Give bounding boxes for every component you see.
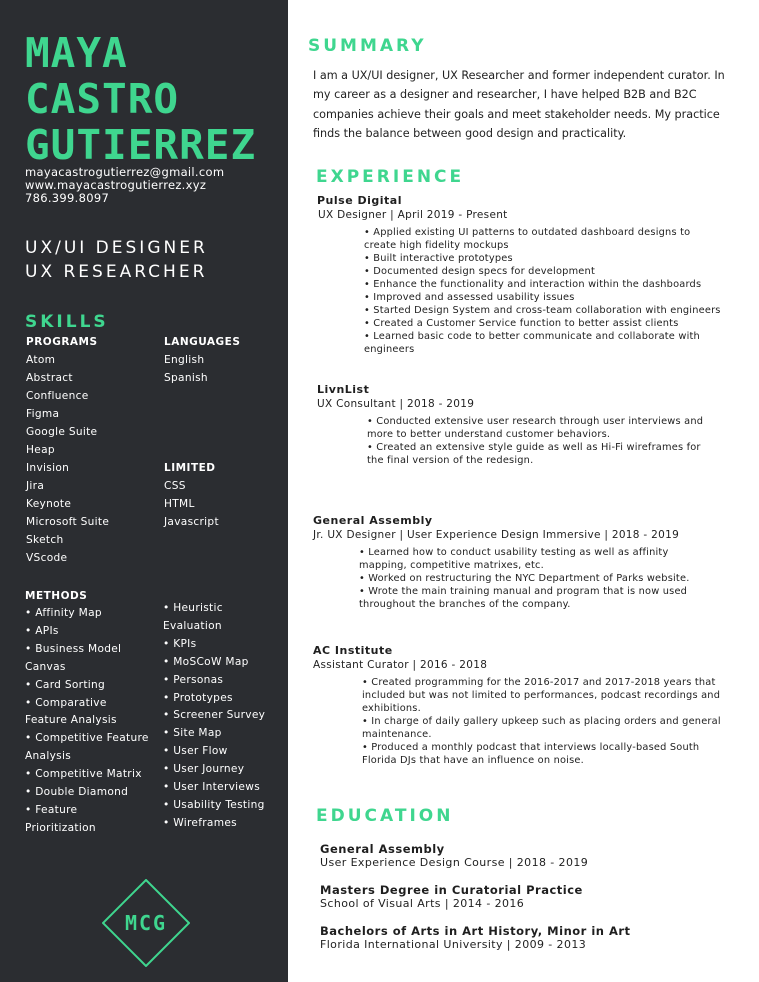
list-item: • Personas <box>163 673 224 686</box>
list-item: • APIs <box>25 624 59 637</box>
list-item: • Business Model Canvas <box>25 642 122 673</box>
education-detail: School of Visual Arts | 2014 - 2016 <box>320 897 525 910</box>
list-item: • KPIs <box>163 637 197 650</box>
name-line: MAYA <box>25 29 128 77</box>
job-role: Assistant Curator | 2016 - 2018 <box>313 659 488 671</box>
name-line: GUTIERREZ <box>25 121 257 169</box>
job-role: UX Consultant | 2018 - 2019 <box>317 398 475 410</box>
name-line: CASTRO <box>25 75 180 123</box>
methods-list-1 <box>25 605 150 838</box>
list-item: Atom <box>26 354 56 366</box>
list-item: English <box>164 354 205 366</box>
list-item: • MoSCoW Map <box>163 655 249 668</box>
job-entry <box>313 514 743 611</box>
bullet-item: • Started Design System and cross-team collaboration with engineers <box>364 305 721 316</box>
list-item: Jira <box>26 480 45 492</box>
summary-heading: SUMMARY <box>308 36 427 56</box>
bullet-item: • Built interactive prototypes <box>364 253 513 264</box>
list-item: Spanish <box>164 372 208 384</box>
list-item: Keynote <box>26 498 72 510</box>
list-item: CSS <box>164 480 186 492</box>
list-item: • Feature Prioritization <box>25 803 96 834</box>
list-item: Confluence <box>26 390 89 402</box>
education-heading: EDUCATION <box>316 806 454 826</box>
list-item: Javascript <box>164 516 219 528</box>
list-item: Figma <box>26 408 60 420</box>
list-item: • Usability Testing <box>163 798 265 811</box>
list-item: • Competitive Matrix <box>25 768 142 781</box>
list-item: • Card Sorting <box>25 678 106 691</box>
job-role: Jr. UX Designer | User Experience Design Immersive | 2018 - 2019 <box>313 529 680 541</box>
job-entry <box>317 194 727 356</box>
education-detail: Florida International University | 2009 - 2013 <box>320 938 587 951</box>
bullet-item: • Enhance the functionality and interaction within the dashboards <box>364 279 702 290</box>
education-detail: User Experience Design Course | 2018 - 2019 <box>320 856 589 869</box>
job-title: UX RESEARCHER <box>25 262 208 282</box>
list-item: • Prototypes <box>163 691 233 704</box>
list-item: Abstract <box>26 372 73 384</box>
candidate-name <box>25 30 256 168</box>
job-titles <box>25 236 208 284</box>
list-item: Sketch <box>26 534 64 546</box>
bullet-item: • Applied existing UI patterns to outdated dashboard designs to create high fidelity mockups <box>364 227 691 251</box>
summary-text: I am a UX/UI designer, UX Researcher and former independent curator. In my career as a designer and researcher, I have helped B2B and B2C companies achieve their goals and meet stakeholder needs. My practice finds the balance between good design and practicality. <box>313 69 725 141</box>
list-item: • Double Diamond <box>25 786 129 799</box>
list-item: • Screener Survey <box>163 709 266 722</box>
contact-info <box>25 166 224 205</box>
job-bullets <box>367 415 712 467</box>
bullet-item: • Learned how to conduct usability testing as well as affinity mapping, competitive matrixes, etc. <box>359 547 669 571</box>
bullet-item: • Created programming for the 2016-2017 and 2017-2018 years that included but was not limited to performances, podcast recordings and exhibitions. <box>362 677 721 714</box>
education-title: Bachelors of Arts in Art History, Minor in Art <box>320 924 631 938</box>
list-item: • Comparative Feature Analysis <box>25 696 117 727</box>
bullet-item: • Conducted extensive user research through user interviews and more to better understand customer behaviors. <box>367 416 704 440</box>
monogram-logo <box>102 879 190 967</box>
skills-heading: SKILLS <box>25 312 109 332</box>
bullet-item: • In charge of daily gallery upkeep such as placing orders and general maintenance. <box>362 716 721 740</box>
bullet-item: • Documented design specs for development <box>364 266 595 277</box>
education-title: General Assembly <box>320 842 445 856</box>
bullet-item: • Produced a monthly podcast that interviews locally-based South Florida DJs that have an influence on noise. <box>362 742 700 766</box>
company-name: AC Institute <box>313 644 393 657</box>
list-item: • Competitive Feature Analysis <box>25 732 149 763</box>
job-bullets <box>364 226 724 356</box>
job-title: UX/UI DESIGNER <box>25 238 208 258</box>
languages-list <box>164 351 208 387</box>
bullet-item: • Created an extensive style guide as well as Hi-Fi wireframes for the final version of the redesign. <box>367 442 701 466</box>
list-item: VScode <box>26 552 68 564</box>
education-entry <box>320 883 583 910</box>
website-link[interactable]: www.mayacastrogutierrez.xyz <box>25 178 207 192</box>
list-item: • Affinity Map <box>25 607 102 619</box>
logo-text: MCG <box>124 911 168 935</box>
bullet-item: • Improved and assessed usability issues <box>364 292 575 303</box>
programs-heading: PROGRAMS <box>26 336 98 348</box>
phone-number: 786.399.8097 <box>25 191 110 205</box>
sidebar <box>0 0 288 982</box>
job-bullets <box>362 676 722 767</box>
list-item: Invision <box>26 462 70 474</box>
methods-list-2 <box>163 600 281 833</box>
languages-heading: LANGUAGES <box>164 336 241 348</box>
list-item: HTML <box>164 498 195 510</box>
job-entry <box>317 383 737 467</box>
main-content <box>288 0 759 982</box>
list-item: • Heuristic Evaluation <box>163 602 223 632</box>
bullet-item: • Wrote the main training manual and program that is now used throughout the branches of the company. <box>359 586 688 610</box>
email-link[interactable]: mayacastrogutierrez@gmail.com <box>25 165 225 179</box>
limited-heading: LIMITED <box>164 462 216 474</box>
job-entry <box>313 644 743 767</box>
list-item: Heap <box>26 444 55 456</box>
education-title: Masters Degree in Curatorial Practice <box>320 883 583 897</box>
company-name: Pulse Digital <box>317 194 402 207</box>
company-name: General Assembly <box>313 514 433 527</box>
list-item: • Wireframes <box>163 816 237 829</box>
list-item: • Site Map <box>163 727 222 740</box>
company-name: LivnList <box>317 383 370 396</box>
bullet-item: • Worked on restructuring the NYC Department of Parks website. <box>359 573 690 584</box>
list-item: • User Interviews <box>163 781 261 794</box>
bullet-item: • Learned basic code to better communicate and collaborate with engineers <box>364 331 700 355</box>
programs-list <box>26 351 109 567</box>
education-entry <box>320 842 588 869</box>
list-item: Microsoft Suite <box>26 516 110 528</box>
list-item: Google Suite <box>26 426 98 438</box>
list-item: • User Journey <box>163 763 245 776</box>
bullet-item: • Created a Customer Service function to better assist clients <box>364 318 679 329</box>
limited-list <box>164 477 219 531</box>
job-bullets <box>359 546 699 611</box>
experience-heading: EXPERIENCE <box>316 167 465 187</box>
education-entry <box>320 924 631 951</box>
list-item: • User Flow <box>163 745 228 758</box>
job-role: UX Designer | April 2019 - Present <box>318 209 508 221</box>
methods-heading: METHODS <box>25 590 88 602</box>
